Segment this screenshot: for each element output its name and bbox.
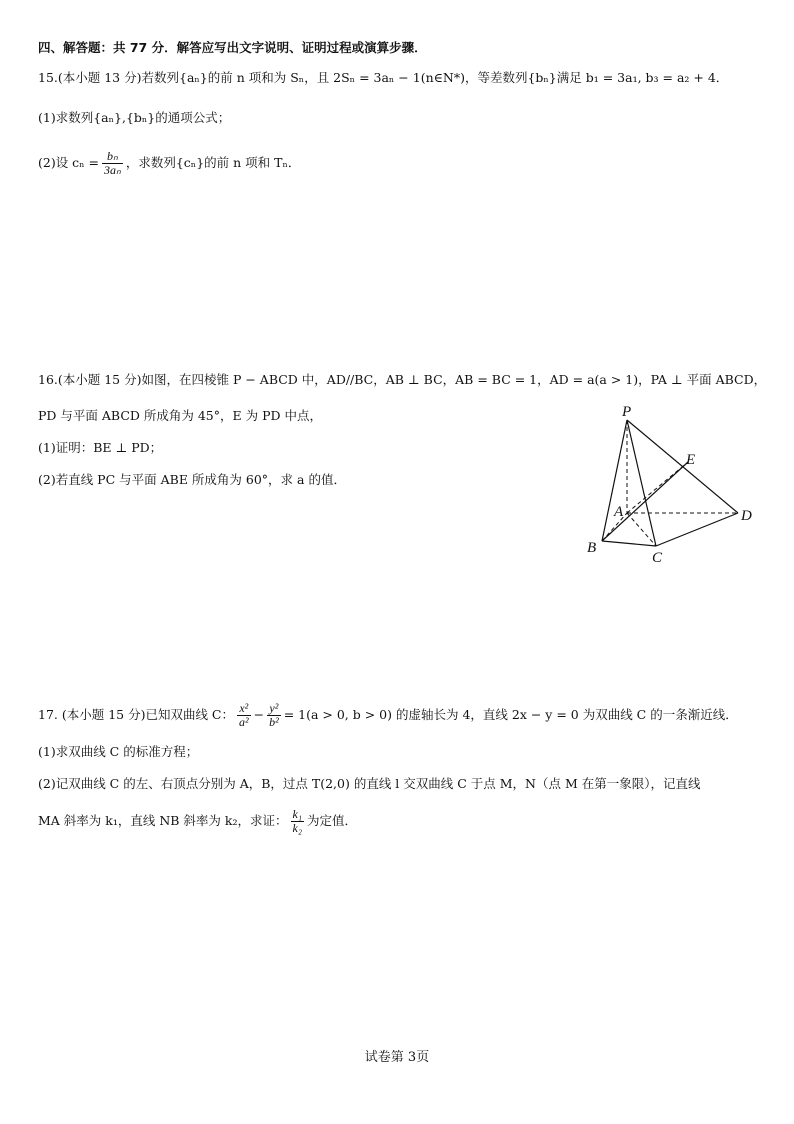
q17-frac3-num: k₁ (292, 807, 302, 821)
q17-stem (38, 702, 738, 729)
edge-PB (602, 420, 627, 541)
q17-part2b-suffix: 为定值． (307, 813, 358, 828)
q17-part2b (38, 808, 357, 835)
label-D: D (741, 508, 752, 524)
label-E: E (686, 452, 696, 468)
q17-part1: (1)求双曲线 C 的标准方程； (38, 744, 199, 759)
q17-frac1-num: x² (237, 702, 251, 716)
q15-part2 (38, 150, 300, 177)
q15-stem: 15.(本小题 13 分)若数列{aₙ}的前 n 项和为 Sₙ，且 2Sₙ = 3aₙ − 1(n∈N*)，等差数列{bₙ}满足 b₁ = 3a₁, b₃ = a₂ + 4． (38, 70, 729, 85)
segment-BE (602, 462, 688, 541)
q17-minus: − (253, 707, 265, 722)
edge-BC (602, 541, 656, 546)
q15-frac-den: 3aₙ (104, 163, 121, 177)
label-C: C (652, 550, 663, 566)
q17-stem-prefix: 17. (本小题 15 分)已知双曲线 C： (38, 707, 234, 722)
page-footer: 试卷第 3页 (364, 1050, 430, 1065)
q17-frac3 (291, 808, 305, 835)
q16-stem: 16.(本小题 15 分)如图，在四棱锥 P − ABCD 中，AD//BC，AB ⊥ BC，AB = BC = 1，AD = a(a > 1)，PA ⊥ 平面 ABCD， (38, 372, 767, 387)
q15-part2-prefix: (2)设 cₙ = (38, 155, 100, 170)
q17-part2b-prefix: MA 斜率为 k₁，直线 NB 斜率为 k₂，求证： (38, 813, 288, 828)
q16-stem2: PD 与平面 ABCD 所成角为 45°，E 为 PD 中点， (38, 408, 322, 423)
q16-part1: (1)证明：BE ⊥ PD； (38, 440, 163, 455)
q16-part2: (2)若直线 PC 与平面 ABE 所成角为 60°，求 a 的值． (38, 472, 346, 487)
edge-CD (656, 513, 738, 546)
edge-PC (627, 420, 656, 546)
q17-frac1 (237, 702, 251, 729)
q15-part1: (1)求数列{aₙ},{bₙ}的通项公式； (38, 110, 231, 125)
q15-frac-num: bₙ (102, 150, 123, 164)
pyramid-figure (580, 400, 770, 573)
q15-part2-suffix: ，求数列{cₙ}的前 n 项和 Tₙ． (125, 155, 301, 170)
label-A: A (614, 504, 624, 520)
q17-part2: (2)记双曲线 C 的左、右顶点分别为 A，B，过点 T(2,0) 的直线 l 交双曲线 C 于点 M，N（点 M 在第一象限），记直线 (38, 776, 701, 791)
q17-frac2 (267, 702, 281, 729)
q17-frac1-den: a² (239, 715, 249, 729)
section-heading: 四、解答题：共 77 分．解答应写出文字说明、证明过程或演算步骤． (38, 40, 427, 55)
q17-frac2-den: b² (269, 715, 279, 729)
q17-frac3-den: k₂ (292, 821, 302, 835)
label-B: B (587, 540, 597, 556)
q15-fraction (102, 150, 123, 177)
label-P: P (622, 404, 632, 420)
q17-frac2-num: y² (267, 702, 281, 716)
pyramid-diagram (580, 400, 770, 570)
q17-stem-suffix: = 1(a > 0, b > 0) 的虚轴长为 4，直线 2x − y = 0 为双曲线 C 的一条渐近线． (283, 707, 738, 722)
